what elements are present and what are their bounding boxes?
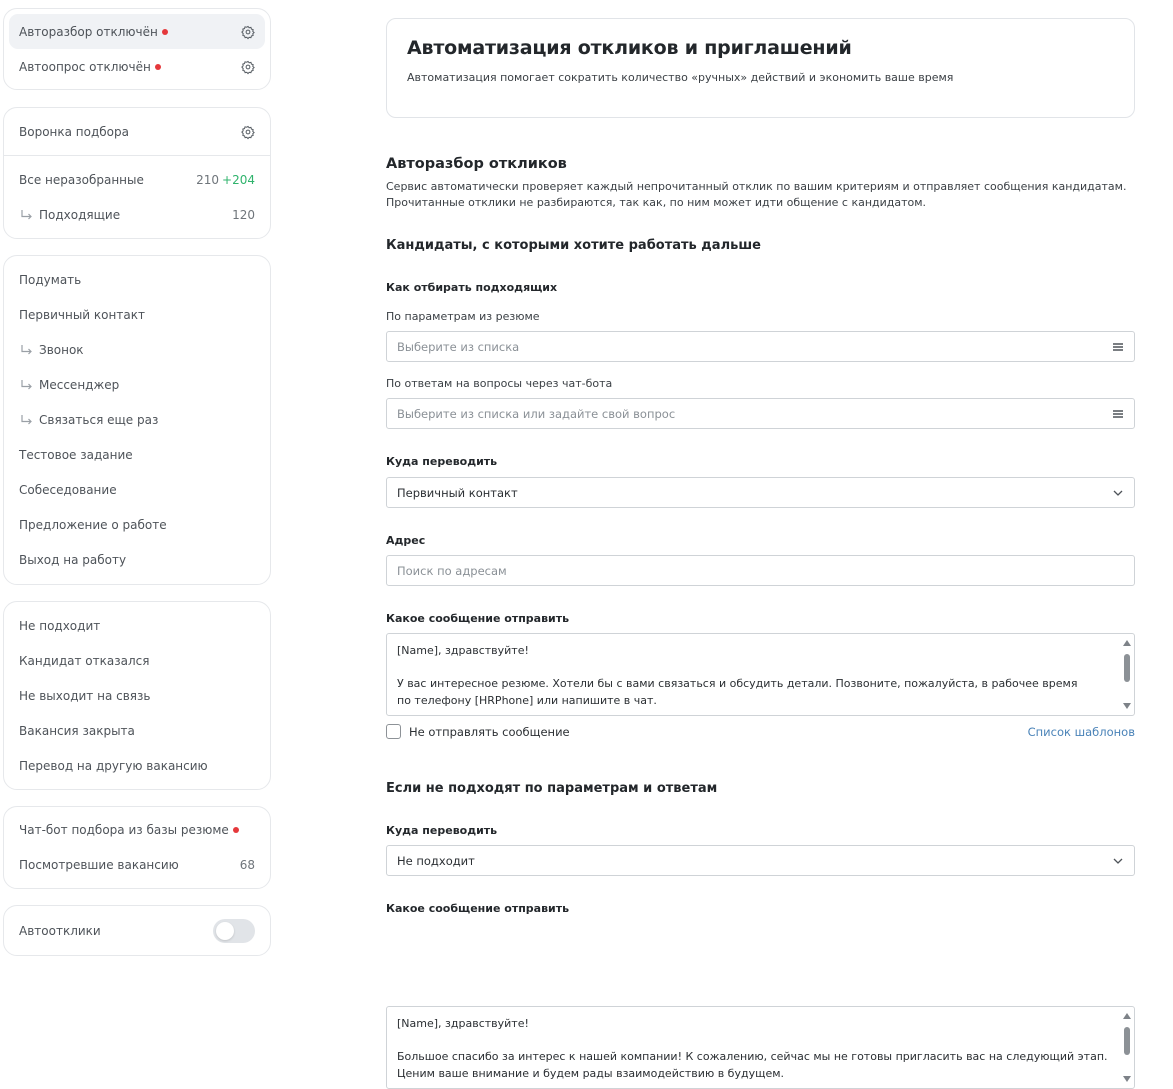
- autoparse-desc-line2: Прочитанные отклики не разбираются, так как, по ним может идти общение с кандидатом.: [386, 196, 927, 209]
- stage-label: Звонок: [39, 342, 84, 357]
- scrollbar[interactable]: [1122, 638, 1132, 711]
- message-text: [Name], здравствуйте! У вас интересное резюме. Хотели бы с вами связаться и обсудить детали. Позвоните, пожалуйста, в рабочее время по телефону [HRPhone] или напишите в чат.: [397, 644, 1078, 707]
- funnel-card: [3, 107, 271, 239]
- stage-label: Тестовое задание: [19, 447, 133, 462]
- gear-icon[interactable]: [241, 125, 255, 139]
- sidebar-item-stage[interactable]: [4, 472, 270, 507]
- no-send-label: Не отправлять сообщение: [409, 724, 570, 739]
- gear-icon[interactable]: [241, 60, 255, 74]
- sidebar-item-stage[interactable]: [4, 507, 270, 542]
- autoparse-label: Авторазбор отключён: [19, 24, 158, 39]
- stage-label: Выход на работу: [19, 552, 127, 567]
- move-to-value: Первичный контакт: [397, 485, 518, 500]
- sidebar-item-suitable[interactable]: [4, 204, 270, 226]
- answers-label: По ответам на вопросы через чат-бота: [386, 377, 613, 390]
- viewed-label: Посмотревшие вакансию: [19, 857, 179, 872]
- message-label: Какое сообщение отправить: [386, 612, 570, 625]
- status-dot-icon: [155, 64, 161, 70]
- auto-settings-card: [3, 8, 271, 90]
- address-placeholder: Поиск по адресам: [397, 563, 507, 578]
- autoresponses-card: [3, 905, 271, 956]
- sub-arrow-icon: [20, 344, 33, 356]
- sidebar-item-stage[interactable]: [4, 262, 270, 297]
- bad-message-label: Какое сообщение отправить: [386, 902, 570, 915]
- sidebar-item-stage[interactable]: [4, 297, 270, 332]
- chevron-down-icon: [1112, 855, 1124, 867]
- scroll-down-icon[interactable]: [1123, 703, 1131, 709]
- viewed-count: 68: [239, 857, 255, 872]
- autoresponses-row: [4, 906, 270, 955]
- status-dot-icon: [162, 29, 168, 35]
- funnel-title: Воронка подбора: [19, 124, 129, 139]
- rejects-card: [3, 601, 271, 790]
- good-section-title: Кандидаты, с которыми хотите работать дальше: [386, 238, 761, 253]
- scroll-down-icon[interactable]: [1123, 1076, 1131, 1082]
- how-select-label: Как отбирать подходящих: [386, 281, 558, 294]
- autopoll-label: Автоопрос отключён: [19, 59, 151, 74]
- sidebar-item-viewed[interactable]: [4, 847, 270, 882]
- page-subtitle: Автоматизация помогает сократить количество «ручных» действий и экономить ваше время: [407, 71, 954, 84]
- funnel-header[interactable]: [4, 108, 270, 155]
- main-content: [386, 0, 1135, 1080]
- all-unparsed-count: 210: [196, 173, 220, 187]
- autoparse-title: Авторазбор откликов: [386, 156, 567, 172]
- answers-select[interactable]: [386, 398, 1135, 429]
- bad-message-textarea[interactable]: [386, 1006, 1135, 1089]
- chevron-down-icon: [1112, 487, 1124, 499]
- stage-label: Мессенджер: [39, 377, 120, 392]
- chatbot-label: Чат-бот подбора из базы резюме: [19, 822, 229, 837]
- scroll-up-icon[interactable]: [1123, 1013, 1131, 1019]
- page-title: Автоматизация откликов и приглашений: [407, 37, 852, 59]
- sidebar-item-chatbot[interactable]: [4, 812, 270, 847]
- sidebar-item-reject[interactable]: [4, 713, 270, 748]
- sidebar-item-stage[interactable]: [4, 402, 270, 437]
- reject-label: Не выходит на связь: [19, 688, 151, 703]
- gear-icon[interactable]: [241, 25, 255, 39]
- toggle-knob: [216, 922, 234, 940]
- address-label: Адрес: [386, 534, 426, 547]
- bad-move-to-value: Не подходит: [397, 853, 475, 868]
- checkbox-box[interactable]: [386, 724, 401, 739]
- stage-label: Первичный контакт: [19, 307, 145, 322]
- sidebar-item-reject[interactable]: [4, 608, 270, 643]
- scrollbar[interactable]: [1122, 1011, 1132, 1084]
- scroll-up-icon[interactable]: [1123, 640, 1131, 646]
- list-icon: [1112, 341, 1124, 353]
- sidebar-item-reject[interactable]: [4, 748, 270, 783]
- no-send-checkbox[interactable]: [386, 724, 570, 739]
- reject-label: Вакансия закрыта: [19, 723, 135, 738]
- status-dot-icon: [233, 827, 239, 833]
- stage-label: Связаться еще раз: [39, 412, 159, 427]
- reject-label: Перевод на другую вакансию: [19, 758, 208, 773]
- bad-message-text: [Name], здравствуйте! Большое спасибо за интерес к нашей компании! К сожалению, сейчас мы не готовы пригласить вас на следующий этап. Ценим ваше внимание и будем рады взаимодействию в будущем.: [397, 1017, 1108, 1080]
- chatbot-card: [3, 806, 271, 889]
- autoresponses-toggle[interactable]: [213, 919, 255, 943]
- new-count-badge: +204: [222, 173, 255, 187]
- autoparse-desc-line1: Сервис автоматически проверяет каждый непрочитанный отклик по вашим критериям и отправляет сообщения кандидатам.: [386, 180, 1127, 193]
- sub-arrow-icon: [20, 209, 33, 221]
- list-icon: [1112, 408, 1124, 420]
- stages-card: [3, 255, 271, 585]
- hero-card: [386, 18, 1135, 118]
- suitable-label: Подходящие: [39, 208, 121, 222]
- autoresponses-label: Автоотклики: [19, 923, 101, 938]
- sidebar-item-reject[interactable]: [4, 678, 270, 713]
- stage-label: Предложение о работе: [19, 517, 167, 532]
- move-to-select[interactable]: [386, 477, 1135, 508]
- suitable-count: 120: [232, 208, 255, 222]
- stage-label: Собеседование: [19, 482, 117, 497]
- sidebar-item-stage[interactable]: [4, 542, 270, 577]
- move-to-label: Куда переводить: [386, 455, 498, 468]
- sidebar-item-autopoll[interactable]: [4, 49, 270, 84]
- message-textarea[interactable]: [386, 633, 1135, 716]
- params-select[interactable]: [386, 331, 1135, 362]
- sub-arrow-icon: [20, 379, 33, 391]
- sub-arrow-icon: [20, 414, 33, 426]
- params-placeholder: Выберите из списка: [397, 339, 520, 354]
- sidebar-item-stage[interactable]: [4, 437, 270, 472]
- all-unparsed-label: Все неразобранные: [19, 173, 144, 187]
- answers-placeholder: Выберите из списка или задайте свой вопрос: [397, 406, 676, 421]
- sidebar-item-stage[interactable]: [4, 332, 270, 367]
- sidebar-item-stage[interactable]: [4, 367, 270, 402]
- reject-label: Кандидат отказался: [19, 653, 150, 668]
- stage-label: Подумать: [19, 272, 82, 287]
- reject-label: Не подходит: [19, 618, 101, 633]
- sidebar-item-reject[interactable]: [4, 643, 270, 678]
- bad-move-to-select[interactable]: [386, 845, 1135, 876]
- scroll-thumb[interactable]: [1124, 654, 1130, 682]
- scroll-thumb[interactable]: [1124, 1027, 1130, 1055]
- bad-move-to-label: Куда переводить: [386, 824, 498, 837]
- bad-section-title: Если не подходят по параметрам и ответам: [386, 781, 718, 796]
- params-label: По параметрам из резюме: [386, 310, 540, 323]
- templates-link[interactable]: Список шаблонов: [1027, 725, 1135, 739]
- autoparse-description: [386, 179, 1146, 211]
- sidebar-item-autoparse[interactable]: [9, 14, 265, 49]
- address-input[interactable]: [386, 555, 1135, 586]
- sidebar-item-all-unparsed[interactable]: [4, 156, 270, 204]
